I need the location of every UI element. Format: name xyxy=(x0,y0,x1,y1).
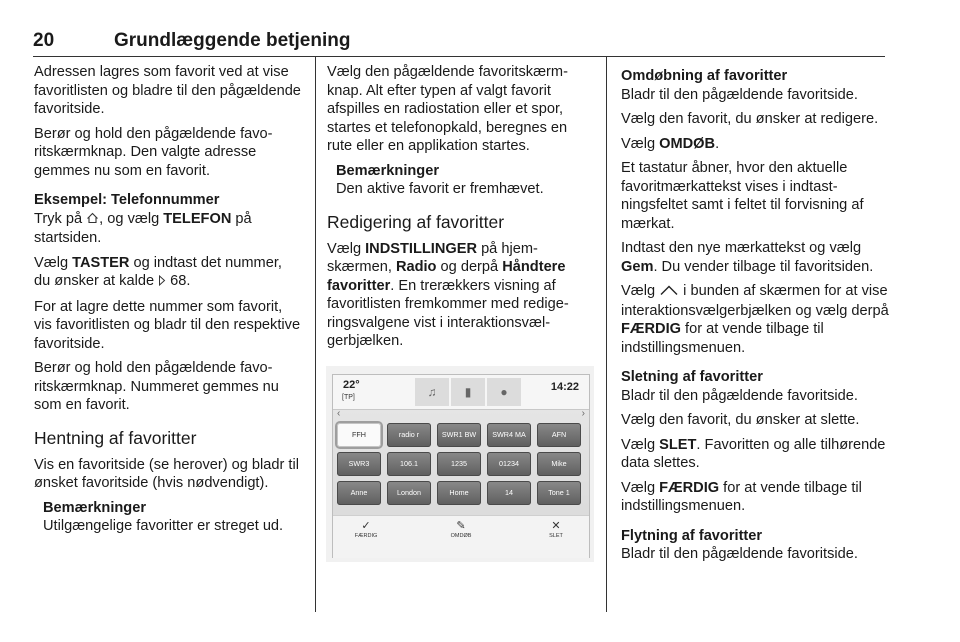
paragraph: Vælg SLET. Favoritten og alle tilhørende data slettes. xyxy=(621,436,886,471)
interaction-selector-bar xyxy=(333,515,589,558)
tab-apps[interactable] xyxy=(487,378,521,406)
favorite-button[interactable]: Anne xyxy=(337,481,381,505)
paragraph: Vis en favoritside (se herover) og bladr til ønsket favoritside (hvis nødvendigt). xyxy=(34,456,299,491)
subheading-delete: Sletning af favoritter xyxy=(621,369,763,385)
paragraph: Et tastatur åbner, hvor den aktuelle favoritmærkattekst vises i indtastningsfeltet samt i feltet til forvisning af mærkat. xyxy=(621,160,864,232)
paragraph: Vælg i bunden af skærmen for at vise interaktionsvælgerbjælken og vælg derpå FÆRDIG for at vende tilbage til indstillingsmenuen. xyxy=(621,283,889,356)
checkmark-icon: ✓ xyxy=(361,520,371,532)
clock: 14:22 xyxy=(550,381,579,393)
column-divider xyxy=(606,56,607,612)
favorite-button[interactable]: SWR3 xyxy=(337,452,381,476)
status-bar xyxy=(333,375,589,410)
chevron-left-icon[interactable]: ‹ xyxy=(337,408,341,419)
column-right xyxy=(621,63,891,570)
page-reference-icon xyxy=(158,273,166,292)
favorite-button[interactable]: 14 xyxy=(487,481,531,505)
paragraph: Bladr til den pågældende favoritside. xyxy=(621,86,858,103)
temperature: 22° xyxy=(343,379,360,391)
subheading-example: Eksempel: Telefonnummer xyxy=(34,192,220,208)
paragraph: Vælg OMDØB. xyxy=(621,135,720,152)
favorites-nav xyxy=(333,410,589,421)
paragraph: Berør og hold den pågældende favoritskærmknap. Nummeret gemmes nu som en favorit. xyxy=(34,360,279,413)
subheading-rename: Omdøbning af favoritter xyxy=(621,68,788,84)
favorite-button[interactable]: AFN xyxy=(537,423,581,447)
paragraph: Berør og hold den pågældende favoritskærmknap. Den valgte adresse gemmes nu som en favorit. xyxy=(34,125,273,179)
note-title: Bemærkninger xyxy=(336,162,439,179)
favorite-button[interactable]: Tone 1 xyxy=(537,481,581,505)
tab-phone[interactable] xyxy=(451,378,485,406)
column-divider xyxy=(315,56,316,612)
paragraph: Vælg TASTER og indtast det nummer, du ønsker at kalde 68. xyxy=(34,254,302,292)
favorite-button[interactable]: SWR1 BW xyxy=(437,423,481,447)
favorite-button[interactable]: Mike xyxy=(537,452,581,476)
note-text: Utilgængelige favoritter er streget ud. xyxy=(43,518,284,534)
close-icon: ✕ xyxy=(551,520,561,532)
chevron-right-icon[interactable]: › xyxy=(581,408,585,419)
music-note-icon: ♫ xyxy=(427,385,437,399)
infotainment-screen xyxy=(332,374,590,558)
pencil-icon: ✎ xyxy=(456,520,466,532)
favorite-button[interactable]: 1235 xyxy=(437,452,481,476)
phone-icon: ▮ xyxy=(464,385,472,399)
tab-audio[interactable] xyxy=(415,378,449,406)
favorite-button[interactable]: 106.1 xyxy=(387,452,431,476)
done-button[interactable]: ✓ FÆRDIG xyxy=(341,520,391,540)
paragraph: Bladr til den pågældende favoritside. xyxy=(621,546,858,562)
globe-icon: ● xyxy=(500,385,508,399)
paragraph: Vælg den favorit, du ønsker at redigere. xyxy=(621,111,879,127)
rename-button[interactable]: ✎ OMDØB xyxy=(436,520,486,540)
favorite-button[interactable]: FFH xyxy=(337,423,381,447)
paragraph: Vælg den pågældende favoritskærmknap. Alt efter typen af valgt favorit afspilles en radiostation eller et spor, startes et telefonopkald, beregnes en rute eller en applikation startes. xyxy=(327,64,568,154)
delete-button[interactable]: ✕ SLET xyxy=(531,520,581,540)
note-text: Den aktive favorit er fremhævet. xyxy=(336,181,544,197)
note xyxy=(43,499,302,536)
subheading-move: Flytning af favoritter xyxy=(621,527,763,544)
section-heading-edit: Redigering af favoritter xyxy=(327,211,505,232)
favorite-button[interactable]: London xyxy=(387,481,431,505)
paragraph: Vælg INDSTILLINGER på hjemskærmen, Radio og derpå Håndtere favoritter. En trerækkers visning af favoritlisten fremkommer med redigeringsvalgene vist i interaktionsvælgerbjælken. xyxy=(327,240,569,349)
tp-indicator: [TP] xyxy=(342,394,355,401)
column-left xyxy=(34,63,302,536)
favorite-button[interactable]: Home xyxy=(437,481,481,505)
home-icon xyxy=(86,211,99,230)
favorites-screen-figure xyxy=(326,366,594,562)
page-title: Grundlæggende betjening xyxy=(114,30,351,51)
paragraph: Vælg FÆRDIG for at vende tilbage til indstillingsmenuen. xyxy=(621,479,862,514)
column-middle xyxy=(327,63,595,357)
favorite-button[interactable]: radio r xyxy=(387,423,431,447)
paragraph: Tryk på , og vælg TELEFON på startsiden. xyxy=(34,210,252,246)
chevron-up-icon xyxy=(659,283,679,302)
page-header xyxy=(33,30,885,57)
note xyxy=(336,162,595,199)
paragraph: Adressen lagres som favorit ved at vise favoritlisten og bladre til den pågældende favoritside. xyxy=(34,64,301,117)
paragraph: For at lagre dette nummer som favorit, vis favoritlisten og bladr til den respektive favoritside. xyxy=(34,298,301,352)
paragraph: Indtast den nye mærkattekst og vælg Gem. Du vender tilbage til favoritsiden. xyxy=(621,240,874,275)
section-heading-retrieve: Hentning af favoritter xyxy=(34,427,197,448)
paragraph: Vælg den favorit, du ønsker at slette. xyxy=(621,412,860,428)
favorite-button[interactable]: 01234 xyxy=(487,452,531,476)
page-number: 20 xyxy=(33,30,55,51)
note-title: Bemærkninger xyxy=(43,499,146,516)
paragraph: Bladr til den pågældende favoritside. xyxy=(621,387,858,404)
favorite-button[interactable]: SWR4 MA xyxy=(487,423,531,447)
